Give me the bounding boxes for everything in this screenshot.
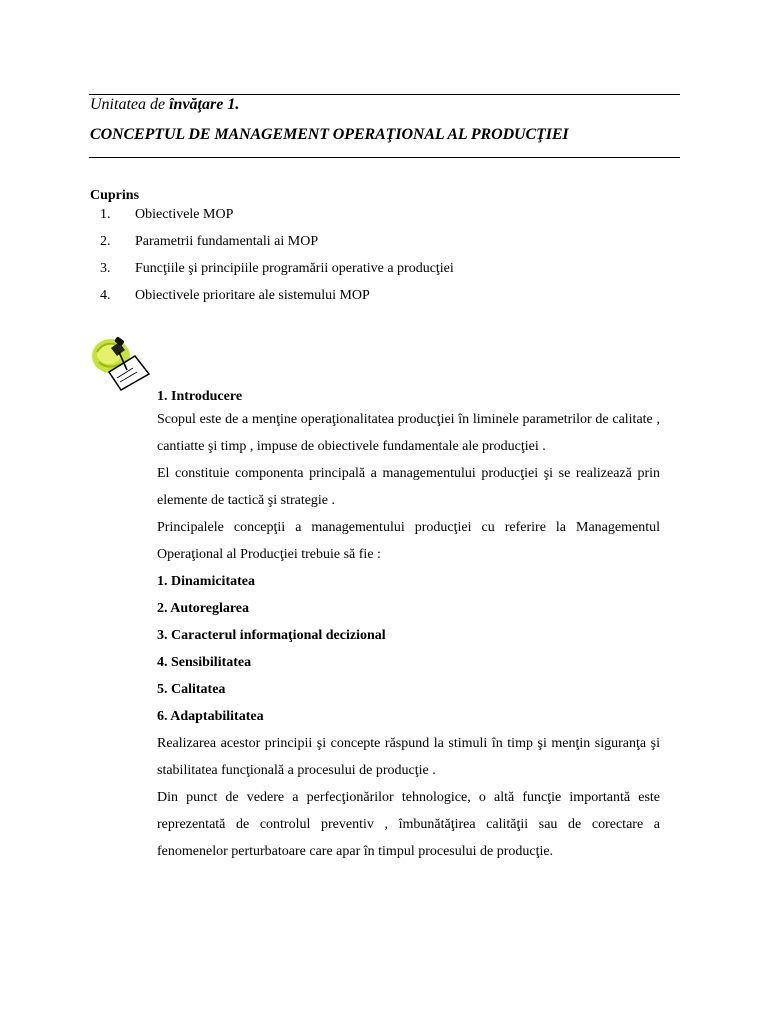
toc-item-text: Parametrii fundamentali ai MOP: [135, 234, 319, 249]
paragraph: Realizarea acestor principii şi concepte răspund la stimuli în timp şi menţin siguranţa şi stabilitatea funcţională a procesului de producţie .: [157, 736, 660, 778]
paragraph: El constituie componenta principală a managementului producţiei şi se realizează prin elemente de tactică şi strategie .: [157, 466, 660, 508]
toc-item-number: 2.: [100, 234, 111, 249]
toc-item: [90, 286, 454, 313]
pushpin-note-icon: [89, 334, 151, 392]
document-title: CONCEPTUL DE MANAGEMENT OPERAŢIONAL AL PRODUCŢIEI: [90, 126, 569, 143]
principle-item: 6. Adaptabilitatea: [157, 709, 264, 724]
toc-heading: Cuprins: [90, 188, 140, 203]
paragraph: Scopul este de a menţine operaţionalitatea producţiei în liminele parametrilor de calitate , cantiatte şi timp , impuse de obiectivele fundamentale ale producţiei .: [157, 412, 660, 454]
header-top-rule: [89, 94, 680, 95]
paragraph: Din punct de vedere a perfecţionărilor tehnologice, o altă funcţie importantă este reprezentată de controlul preventiv , îmbunătăţirea calităţii sau de corectare a fenomenelor perturbatoare care apar în timpul procesului de producţie.: [157, 790, 660, 859]
toc-item-number: 3.: [100, 261, 111, 276]
unit-label-prefix: Unitatea de: [90, 96, 170, 113]
header-bottom-rule: [89, 157, 680, 158]
principle-item: 1. Dinamicitatea: [157, 574, 255, 589]
unit-label: [90, 96, 239, 114]
principle-item: 3. Caracterul informaţional decizional: [157, 628, 386, 643]
toc-item-text: Obiectivele MOP: [135, 207, 234, 222]
principle-item: 4. Sensibilitatea: [157, 655, 252, 670]
toc-list: [90, 205, 454, 313]
toc-item-number: 4.: [100, 288, 111, 303]
section-heading: 1. Introducere: [157, 389, 243, 404]
toc-item-text: Obiectivele prioritare ale sistemului MOP: [135, 288, 370, 303]
main-content: [157, 388, 660, 865]
toc-item-number: 1.: [100, 207, 111, 222]
principle-item: 2. Autoreglarea: [157, 601, 250, 616]
unit-label-number: învăţare 1.: [169, 96, 240, 113]
toc-item: [90, 259, 454, 286]
paragraph: Principalele concepţii a managementului producţiei cu referire la Managementul Operaţional al Producţiei trebuie să fie :: [157, 520, 660, 562]
principle-item: 5. Calitatea: [157, 682, 226, 697]
toc-item: [90, 205, 454, 232]
toc-item-text: Funcţiile şi principiile programării operative a producţiei: [135, 261, 454, 276]
toc-item: [90, 232, 454, 259]
